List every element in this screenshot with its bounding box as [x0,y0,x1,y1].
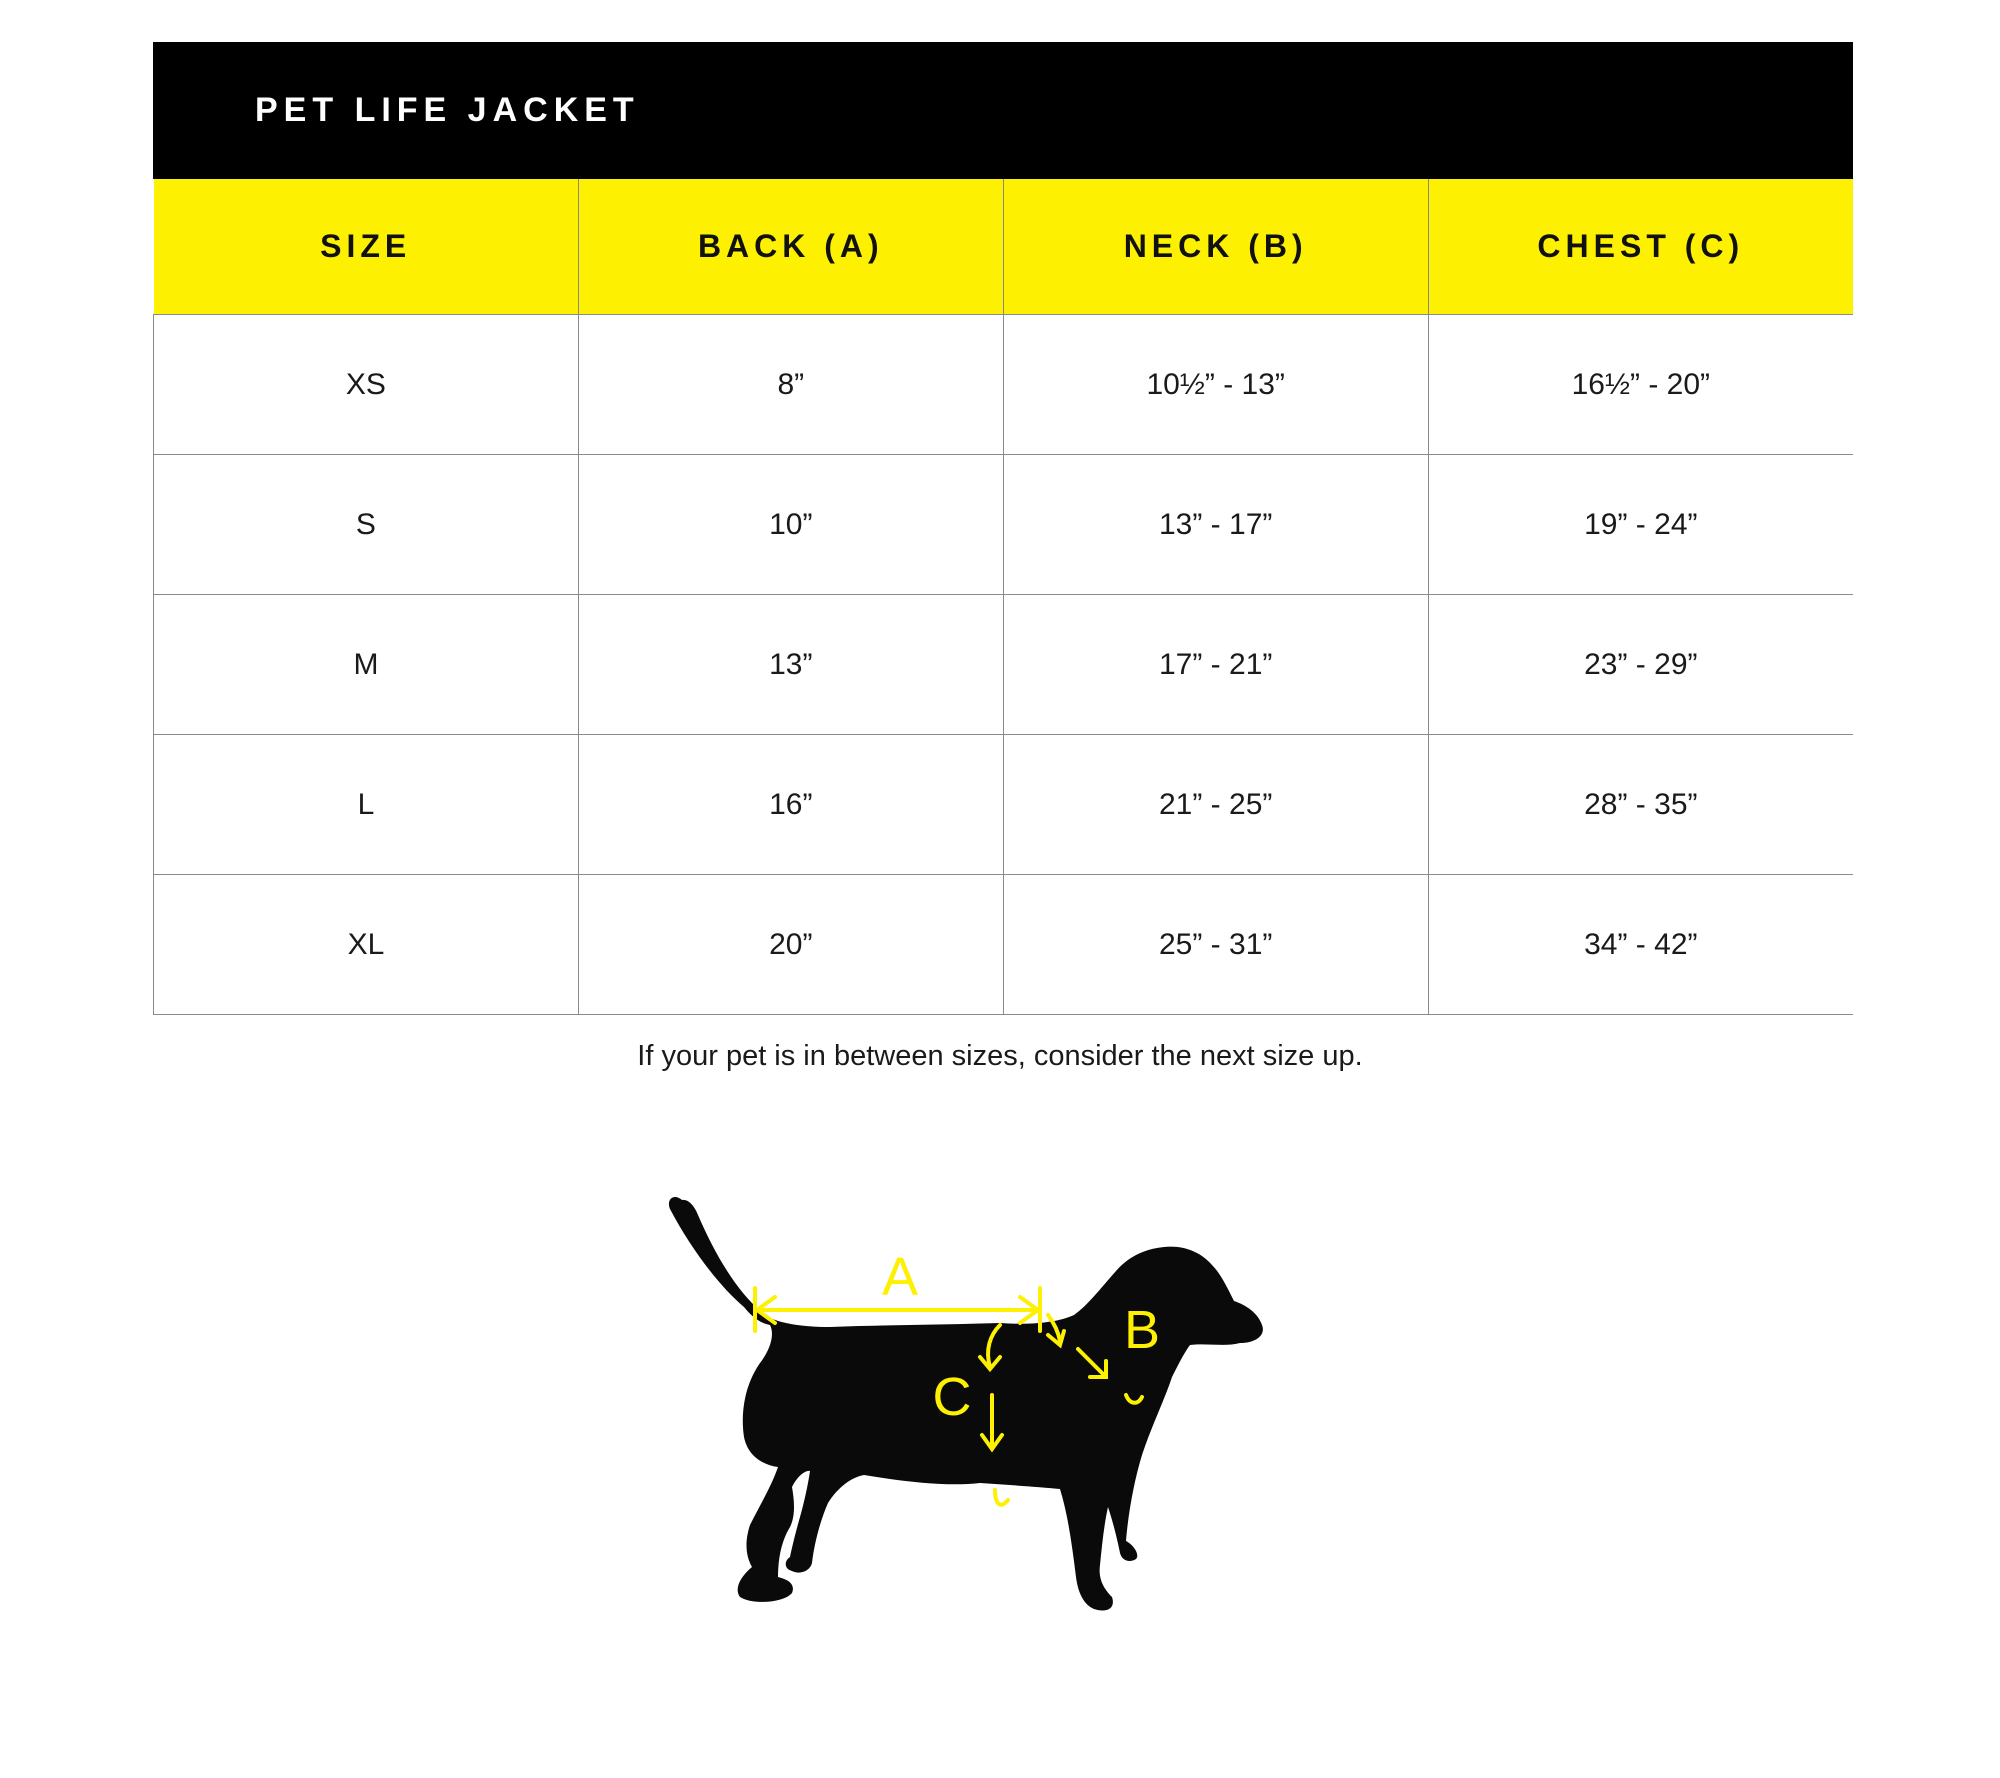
back-cell: 20” [578,875,1003,1015]
table-row [154,315,1854,455]
size-cell: L [154,735,579,875]
header-neck: NECK (B) [1003,179,1428,315]
back-cell: 8” [578,315,1003,455]
sizing-note: If your pet is in between sizes, consider the next size up. [637,1040,1363,1072]
neck-cell: 10½” - 13” [1003,315,1428,455]
table-row [154,875,1854,1015]
chest-cell: 28” - 35” [1428,735,1853,875]
back-cell: 13” [578,595,1003,735]
label-b: B [1123,1300,1161,1360]
size-cell: XS [154,315,579,455]
neck-cell: 13” - 17” [1003,455,1428,595]
size-cell: S [154,455,579,595]
size-cell: XL [154,875,579,1015]
size-chart [153,42,1853,1015]
back-cell: 10” [578,455,1003,595]
chest-cell: 23” - 29” [1428,595,1853,735]
chest-cell: 34” - 42” [1428,875,1853,1015]
back-cell: 16” [578,735,1003,875]
header-back: BACK (A) [578,179,1003,315]
chest-cell: 19” - 24” [1428,455,1853,595]
label-a: A [881,1247,919,1307]
table-row [154,455,1854,595]
neck-cell: 25” - 31” [1003,875,1428,1015]
header-chest: CHEST (C) [1428,179,1853,315]
label-c: C [932,1367,972,1427]
header-row [154,179,1854,315]
table-row [154,735,1854,875]
neck-cell: 21” - 25” [1003,735,1428,875]
neck-cell: 17” - 21” [1003,595,1428,735]
table-row [154,595,1854,735]
dog-measurement-diagram [660,1185,1340,1645]
title-bar [153,42,1853,179]
size-cell: M [154,595,579,735]
chest-cell: 16½” - 20” [1428,315,1853,455]
size-table [153,179,1853,1015]
header-size: SIZE [154,179,579,315]
chart-title: PET LIFE JACKET [255,91,640,129]
